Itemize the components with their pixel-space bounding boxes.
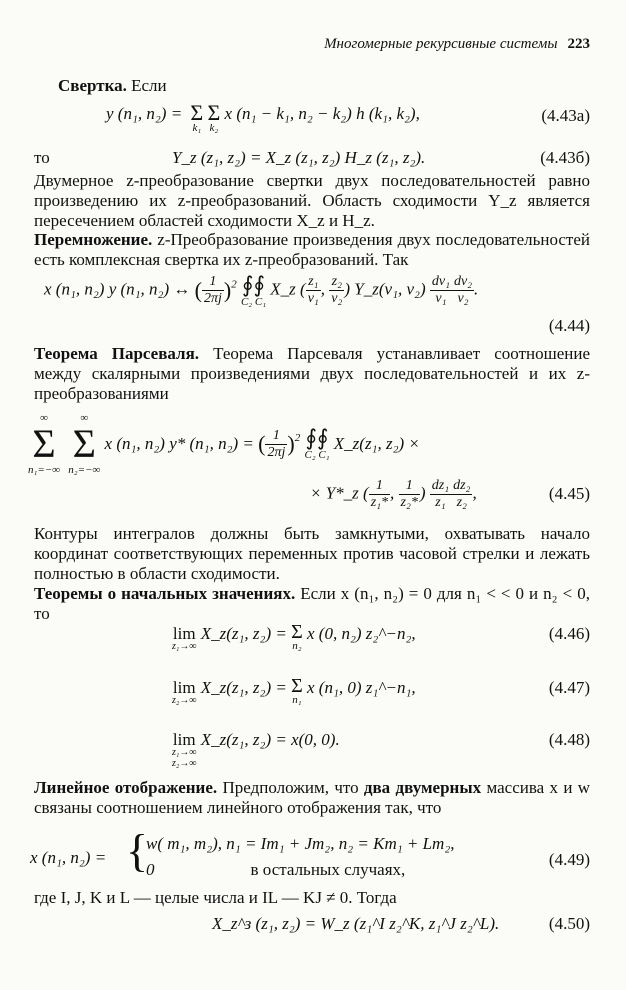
lim-word: lim: [172, 678, 196, 697]
eq-line2-pre: × Y*_z (: [310, 483, 369, 503]
numerator: dv₁: [431, 274, 450, 289]
lim-sub: z₁→∞: [172, 747, 197, 758]
denominator: z₂*: [400, 495, 418, 510]
fraction: [430, 478, 451, 511]
denominator: z₂: [456, 495, 467, 510]
eq-body: x (n₁, n₂) y* (n₁, n₂) =: [104, 434, 254, 453]
sum-n1: ∞ Σ n₁=−∞: [28, 412, 61, 476]
eq-number-4-46: (4.46): [548, 624, 590, 643]
eq-number-4-48: (4.48): [548, 730, 590, 749]
eq-tail: x (0, n₂) z₂^−n₂,: [307, 624, 416, 643]
text: Предположим, что: [217, 778, 364, 797]
equation-4-50: X_z^з (z₁, z₂) = W_z (z₁^I z₂^K, z₁^J z₂^L).: [212, 914, 500, 933]
eq-tail: x (n₁, 0) z₁^−n₁,: [307, 678, 416, 697]
equation-4-49-row1: w( m₁, m₂), n₁ = Im₁ + Jm₂, n₂ = Km₁ + Lm₂,: [146, 834, 455, 853]
limit: [172, 678, 197, 706]
sum: [291, 675, 303, 706]
power: 2: [294, 431, 301, 444]
sum-k1: [190, 100, 204, 134]
sum-k2: [207, 100, 221, 134]
eq-number-4-43a: (4.43а): [541, 106, 590, 125]
numerator: 1: [265, 428, 287, 445]
heading-parseval: Теорема Парсеваля.: [34, 344, 200, 363]
sum-lower: n₂=−∞: [68, 464, 101, 476]
eq-number-4-44: (4.44): [548, 316, 590, 335]
text: Если x (n₁, n₂) = 0 для n₁ < < 0 и n₂ < 0, то: [34, 584, 590, 623]
eq-body: X_z(z₁, z₂) =: [200, 678, 287, 697]
denominator: v₂: [331, 291, 343, 306]
lim-sub: z₂→∞: [172, 758, 197, 769]
limit: [172, 624, 197, 652]
denominator: 2πj: [203, 291, 222, 306]
eq-left: y (n₁, n₂) =: [106, 104, 183, 123]
fraction: [452, 274, 474, 307]
contour-integral: [304, 427, 329, 461]
denominator: v₂: [457, 291, 469, 306]
numerator: dz₁: [431, 478, 450, 493]
header-title: Многомерные рекурсивные системы: [324, 36, 558, 52]
denominator: z₁*: [370, 495, 389, 510]
denominator: 2πj: [267, 444, 286, 460]
fraction: [430, 274, 452, 307]
equation-4-46: [172, 621, 416, 652]
equation-4-47: [172, 675, 416, 706]
eq-body: X_z(z₁, z₂) =: [200, 624, 287, 643]
eq-left: x (n₁, n₂) y (n₁, n₂) ↔: [44, 279, 191, 299]
integral-symbol: ∮∮: [242, 272, 265, 297]
eq-mid: X_z (: [270, 279, 306, 299]
denominator: v₁: [307, 291, 319, 306]
numerator: 1: [369, 478, 390, 495]
page-number: 223: [567, 36, 590, 52]
emphasis: два двумерных: [363, 778, 482, 797]
fraction: [369, 478, 390, 511]
fraction: [451, 478, 472, 511]
eq-number-4-43b: (4.43б): [540, 148, 590, 167]
paragraph-convolution: Двумерное z-преобразование свертки двух последовательностей равно произведению их z-преобразований. Область сходимости Y_z является пересечением областей сходимости X_z и H_z.: [34, 171, 590, 230]
lim-sub: z₂→∞: [172, 695, 197, 706]
numerator: 1: [202, 274, 224, 291]
equation-4-43a: [106, 100, 420, 134]
sum-symbol: Σ: [190, 100, 204, 125]
text: Теорема Парсеваля устанавливает соотношение между скалярными произведениями двух последовательностей и их z-преобразованиями: [34, 344, 590, 403]
limit: [172, 730, 197, 769]
paragraph-where: где I, J, K и L — целые числа и IL — KJ ≠ 0. Тогда: [34, 888, 397, 907]
left-brace: {: [126, 825, 149, 876]
heading-initial-values: Теоремы о начальных значениях.: [34, 584, 296, 603]
fraction: [265, 428, 287, 461]
zero: 0: [146, 860, 155, 879]
eq-right: x (n₁ − k₁, n₂ − k₂) h (k₁, k₂),: [224, 104, 420, 123]
fraction: [306, 274, 321, 307]
equation-4-49-row2: [146, 860, 405, 880]
word-to: то: [34, 148, 50, 167]
paragraph-initial-values: [34, 584, 590, 624]
fraction: [202, 274, 224, 307]
equation-4-49-left: x (n₁, n₂) =: [30, 848, 107, 867]
numerator: z₁: [306, 274, 321, 291]
lim-word: lim: [172, 624, 196, 643]
sum-sub: n₂: [292, 640, 302, 652]
paragraph-parseval: [34, 344, 590, 404]
power: 2: [231, 278, 237, 291]
integral-sub: C₂ C₁: [240, 296, 267, 308]
equation-4-43b: Y_z (z₁, z₂) = X_z (z₁, z₂) H_z (z₁, z₂).: [172, 148, 426, 167]
equation-4-44: x (n₁, n₂) y (n₁, n₂) ↔ ( $\frac{1}{2\pi j}$ )$^2$ ∮∮ C₂ C₁ X_z ( $\frac{\text{z₁}}{\text{v₁}}$ , $\frac{\text{z₂}}{\text{v₂}}$ ) Y_z(v₁, v₂) $\frac{\text{dv₁}}{\text{v₁}}$ $\frac{\text{dv₂}}{\text{v₂}}$ .: [44, 272, 479, 308]
denominator: z₁: [435, 495, 446, 510]
running-header: [324, 36, 590, 53]
numerator: dz₂: [453, 478, 471, 493]
sum-lower: n₁=−∞: [28, 464, 61, 476]
heading-convolution: Свертка.: [58, 76, 127, 95]
contour-integral: [241, 274, 266, 308]
numerator: z₂: [329, 274, 344, 291]
integral-symbol: ∮∮: [305, 425, 329, 450]
eq-body: X_z(z₁, z₂) = x(0, 0).: [200, 730, 340, 749]
eq-number-4-45: (4.45): [548, 484, 590, 503]
fraction: [399, 478, 420, 511]
sum-n2: ∞ Σ n₂=−∞: [68, 412, 101, 476]
text: массива x и w связаны соотношением линейного отображения так, что: [34, 778, 591, 817]
sum: [291, 621, 303, 652]
fraction: [329, 274, 344, 307]
equation-4-45-line1: ∞ Σ n₁=−∞ ∞ Σ n₂=−∞ x (n₁, n₂) y* (n₁, n₂) = ( $\frac{1}{2\pi j}$ )$^2$ ∮∮ C₂ C₁ X_z(z₁, z₂) ×: [28, 412, 420, 476]
paragraph-contours: Контуры интегралов должны быть замкнутыми, охватывать начало координат соответствующих переменных против часовой стрелки и лежать полностью в области сходимости.: [34, 524, 590, 583]
eq-number-4-49: (4.49): [548, 850, 590, 869]
eq-line2-mid: ): [419, 483, 426, 503]
equation-4-48: [172, 730, 340, 769]
text: z-Преобразование произведения двух последовательностей есть комплексная свертка их z-преобразований. Так: [34, 230, 590, 269]
denominator: v₁: [435, 291, 447, 306]
eq-number-4-47: (4.47): [548, 678, 590, 697]
numerator: dv₂: [453, 274, 473, 289]
heading-linear-mapping: Линейное отображение.: [34, 778, 218, 797]
sum-symbol: Σ: [207, 100, 221, 125]
sum-sub: k₂: [209, 122, 219, 134]
equation-4-45-line2: × Y*_z ( $\frac{1}{\text{z₁*}}$ , $\frac{1}{\text{z₂*}}$ ) $\frac{\text{dz₁}}{\text{z₁}}$ $\frac{\text{dz₂}}{\text{z₂}}$ ,: [310, 478, 477, 510]
numerator: 1: [399, 478, 420, 495]
sum-upper: ∞: [80, 412, 89, 424]
eq-number-4-50: (4.50): [548, 914, 590, 933]
sum-symbol: Σ: [291, 675, 303, 697]
sum-sub: n₁: [292, 694, 302, 706]
paragraph-multiplication: [34, 230, 590, 270]
sum-upper: ∞: [40, 412, 48, 424]
eq-tail: ) Y_z(v₁, v₂): [344, 279, 426, 299]
lim-sub: z₁→∞: [172, 641, 197, 652]
eq-tail: X_z(z₁, z₂) ×: [333, 434, 420, 453]
paragraph-linear-mapping: [34, 778, 590, 818]
otherwise-text: в остальных случаях,: [250, 860, 406, 879]
section-convolution: [58, 76, 167, 96]
sum-sub: k₁: [192, 122, 202, 134]
sum-symbol: Σ: [291, 621, 303, 643]
integral-sub: C₂ C₁: [304, 449, 330, 461]
lim-word: lim: [172, 730, 196, 749]
heading-multiplication: Перемножение.: [34, 230, 153, 249]
text: Если: [126, 76, 167, 95]
